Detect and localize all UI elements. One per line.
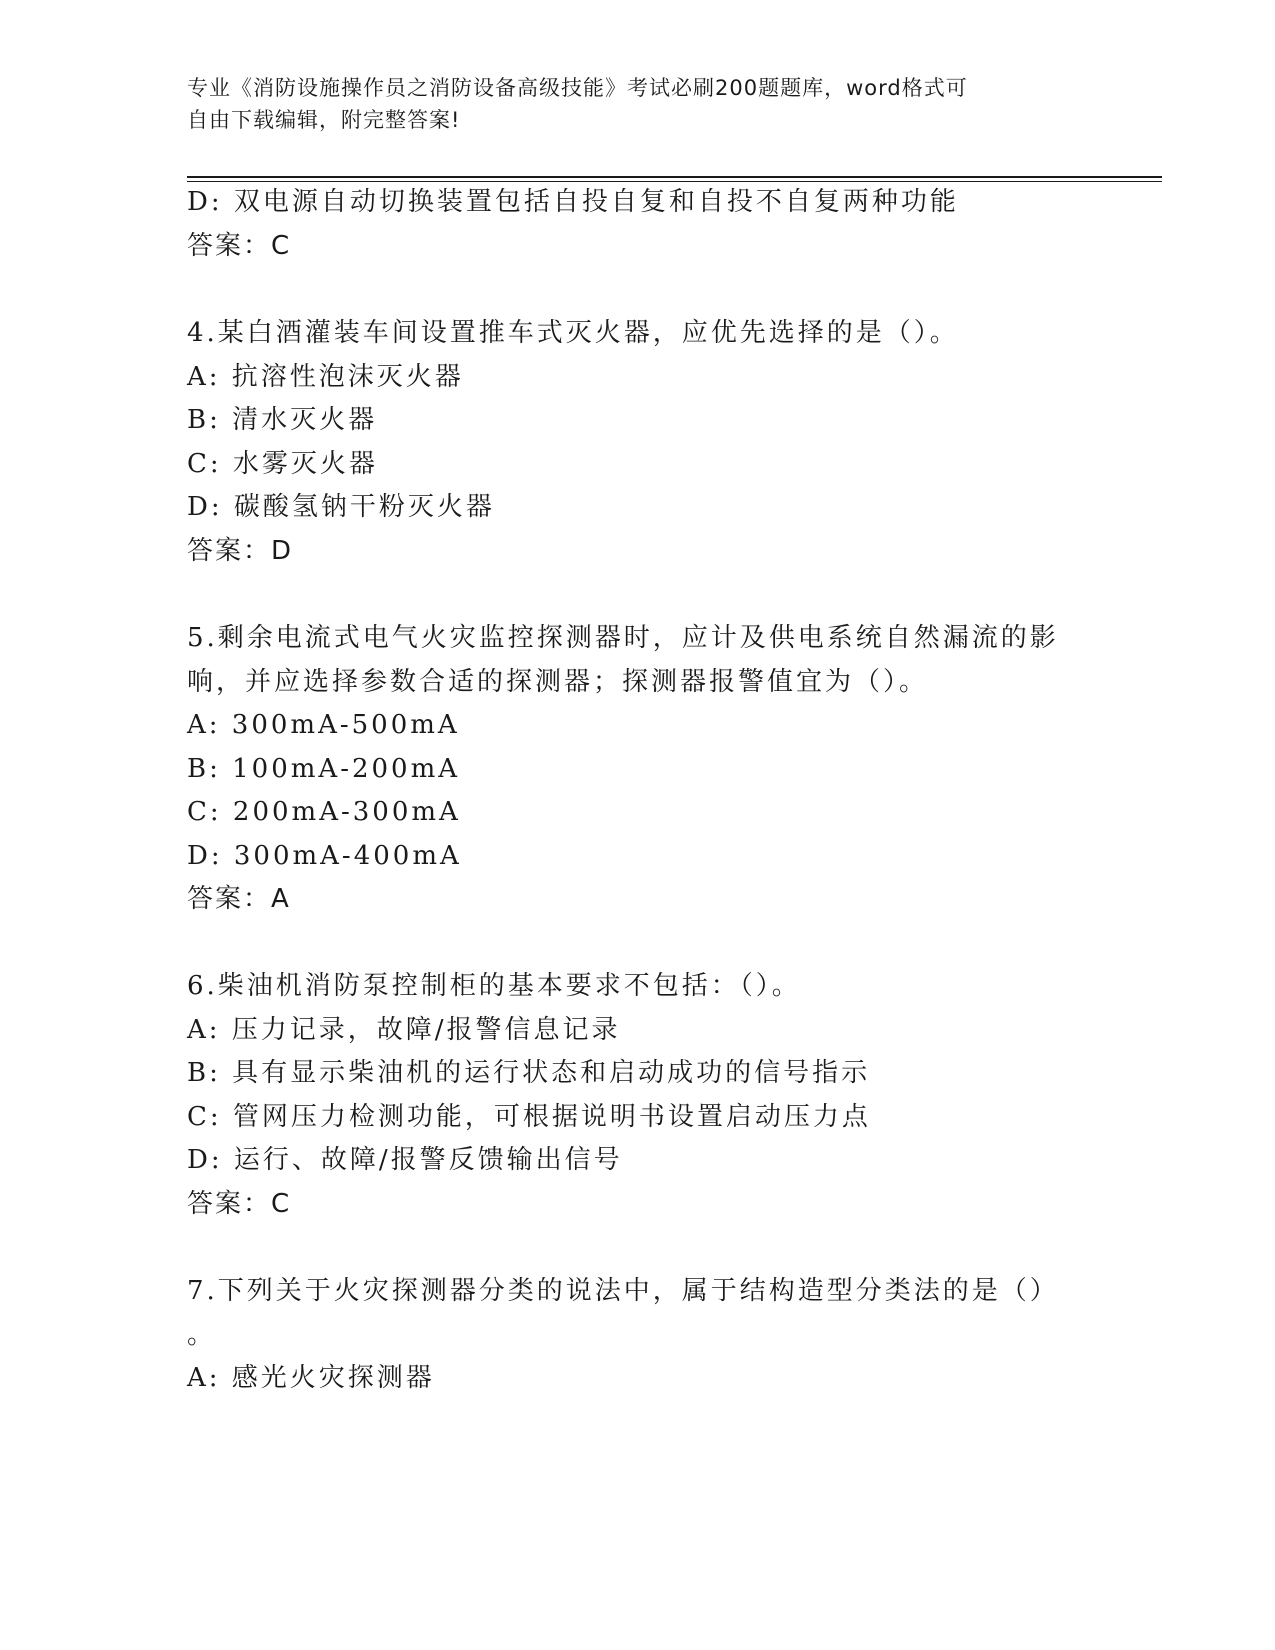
q7-option-a: A: 感光火灾探测器 — [187, 1363, 435, 1393]
q6-option-d: D: 运行、故障/报警反馈输出信号 — [187, 1145, 623, 1175]
prev-option-d: D: 双电源自动切换装置包括自投自复和自投不自复两种功能 — [187, 187, 959, 217]
q6-question: 6.柴油机消防泵控制柜的基本要求不包括：（）。 — [187, 971, 801, 1001]
header-title-line-2: 自由下载编辑，附完整答案! — [187, 108, 461, 132]
q5-question-line-1: 5.剩余电流式电气火灾监控探测器时，应计及供电系统自然漏流的影 — [187, 623, 1059, 653]
q6-option-a: A: 压力记录，故障/报警信息记录 — [187, 1015, 621, 1045]
q5-option-a: A: 300mA-500mA — [187, 710, 460, 740]
prev-answer: 答案：C — [187, 231, 292, 261]
q5-question-line-2: 响，并应选择参数合适的探测器；探测器报警值宜为（）。 — [187, 667, 929, 697]
q7-question-line-2: 。 — [187, 1320, 217, 1350]
header-divider-thick — [187, 176, 1162, 178]
q4-option-a: A: 抗溶性泡沫灭火器 — [187, 362, 464, 392]
q4-option-b: B: 清水灭火器 — [187, 405, 378, 435]
q4-option-c: C: 水雾灭火器 — [187, 449, 378, 479]
q5-option-b: B: 100mA-200mA — [187, 754, 461, 784]
document-header — [187, 72, 1087, 136]
q4-question: 4.某白酒灌装车间设置推车式灭火器，应优先选择的是（）。 — [187, 318, 959, 348]
q6-option-b: B: 具有显示柴油机的运行状态和启动成功的信号指示 — [187, 1058, 871, 1088]
header-divider-thin — [187, 181, 1162, 182]
q7-question-line-1: 7.下列关于火灾探测器分类的说法中，属于结构造型分类法的是（） — [187, 1276, 1059, 1306]
header-title-line-1: 专业《消防设施操作员之消防设备高级技能》考试必刷200题题库，word格式可 — [187, 76, 968, 100]
q5-option-d: D: 300mA-400mA — [187, 841, 462, 871]
q4-option-d: D: 碳酸氢钠干粉灭火器 — [187, 492, 495, 522]
q5-option-c: C: 200mA-300mA — [187, 797, 461, 827]
q5-answer: 答案：A — [187, 884, 291, 914]
q6-option-c: C: 管网压力检测功能，可根据说明书设置启动压力点 — [187, 1102, 871, 1132]
q6-answer: 答案：C — [187, 1189, 292, 1219]
q4-answer: 答案：D — [187, 536, 294, 566]
